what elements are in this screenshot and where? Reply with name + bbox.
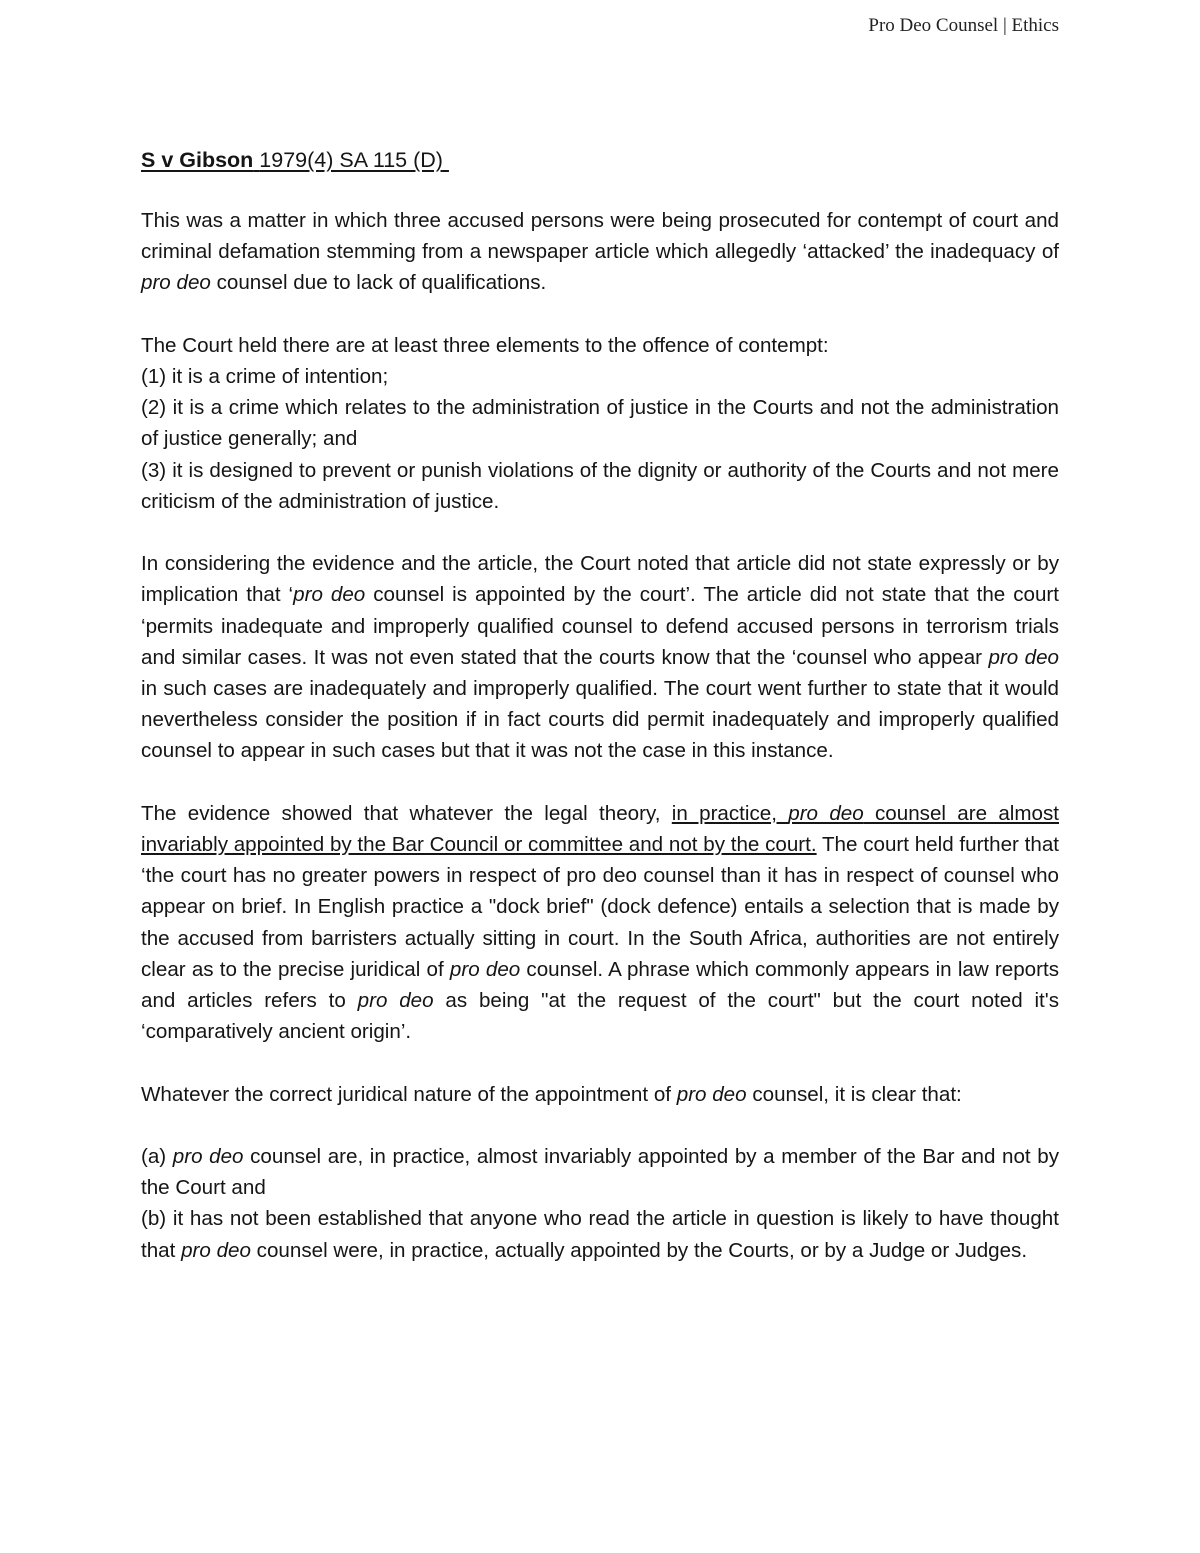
term-pro-deo: pro deo xyxy=(676,1082,747,1106)
document-body xyxy=(141,142,1059,1266)
element-item-2: (2) it is a crime which relates to the administration of justice in the Courts and not the administration of justice generally; and xyxy=(141,396,1059,451)
paragraph-evidence-article: In considering the evidence and the article, the Court noted that article did not state expressly or by implication that ‘pro deo counsel is appointed by the court’. The article did not state that the court ‘permits inadequate and improperly qualified counsel to defend accused persons in terrorism trials and similar cases. It was not even stated that the courts know that the ‘counsel who appear pro deo in such cases are inadequately and improperly qualified. The court went further to state that it would nevertheless consider the position if in fact courts did permit inadequately and improperly qualified counsel to appear in such cases but that it was not the case in this instance. xyxy=(141,552,1060,763)
paragraph-legal-theory: The evidence showed that whatever the legal theory, in practice, pro deo counsel are almost invariably appointed by the Bar Council or committee and not by the court. The court held further that ‘the court has no greater powers in respect of pro deo counsel than it has in respect of counsel who appear on brief. In English practice a "dock brief" (dock defence) entails a selection that is made by the accused from barristers actually sitting in court. In the South Africa, authorities are not entirely clear as to the precise juridical of pro deo counsel. A phrase which commonly appears in law reports and articles refers to pro deo as being "at the request of the court" but the court noted it's ‘comparatively ancient origin’. xyxy=(141,801,1060,1044)
conclusion-item-a: (a) pro deo counsel are, in practice, almost invariably appointed by a member of the Bar and not by the Court and xyxy=(141,1145,1059,1200)
term-pro-deo: pro deo xyxy=(172,1145,244,1169)
paragraph-background: This was a matter in which three accused persons were being prosecuted for contempt of court and criminal defamation stemming from a newspaper article which allegedly ‘attacked’ the inadequacy of pro deo counsel due to lack of qualifications. xyxy=(141,209,1059,295)
term-pro-deo: pro deo xyxy=(449,957,521,981)
term-pro-deo: pro deo xyxy=(141,271,211,295)
case-title xyxy=(141,142,1059,178)
term-pro-deo: pro deo xyxy=(788,801,864,825)
term-pro-deo: pro deo xyxy=(181,1238,251,1262)
paragraph-juridical-nature: Whatever the correct juridical nature of the appointment of pro deo counsel, it is clear that: xyxy=(141,1082,962,1106)
element-item-3: (3) it is designed to prevent or punish violations of the dignity or authority of the Courts and not mere criticism of the administration of justice. xyxy=(141,458,1059,513)
conclusion-item-b: (b) it has not been established that anyone who read the article in question is likely to have thought that pro deo counsel were, in practice, actually appointed by the Courts, or by a Judge or Judges. xyxy=(141,1207,1059,1262)
term-pro-deo: pro deo xyxy=(293,583,366,607)
element-item-1: (1) it is a crime of intention; xyxy=(141,365,389,388)
elements-intro: The Court held there are at least three elements to the offence of contempt: xyxy=(141,333,829,357)
term-pro-deo: pro deo xyxy=(357,989,434,1013)
case-citation: 1979(4) SA 115 (D) xyxy=(259,148,443,172)
case-name: S v Gibson xyxy=(141,148,254,172)
term-pro-deo: pro deo xyxy=(988,645,1059,669)
underlined-finding: in practice, pro deo counsel are almost invariably appointed by the Bar Council or committee and not by the court. xyxy=(141,801,1059,857)
running-header: Pro Deo Counsel | Ethics xyxy=(868,15,1059,36)
